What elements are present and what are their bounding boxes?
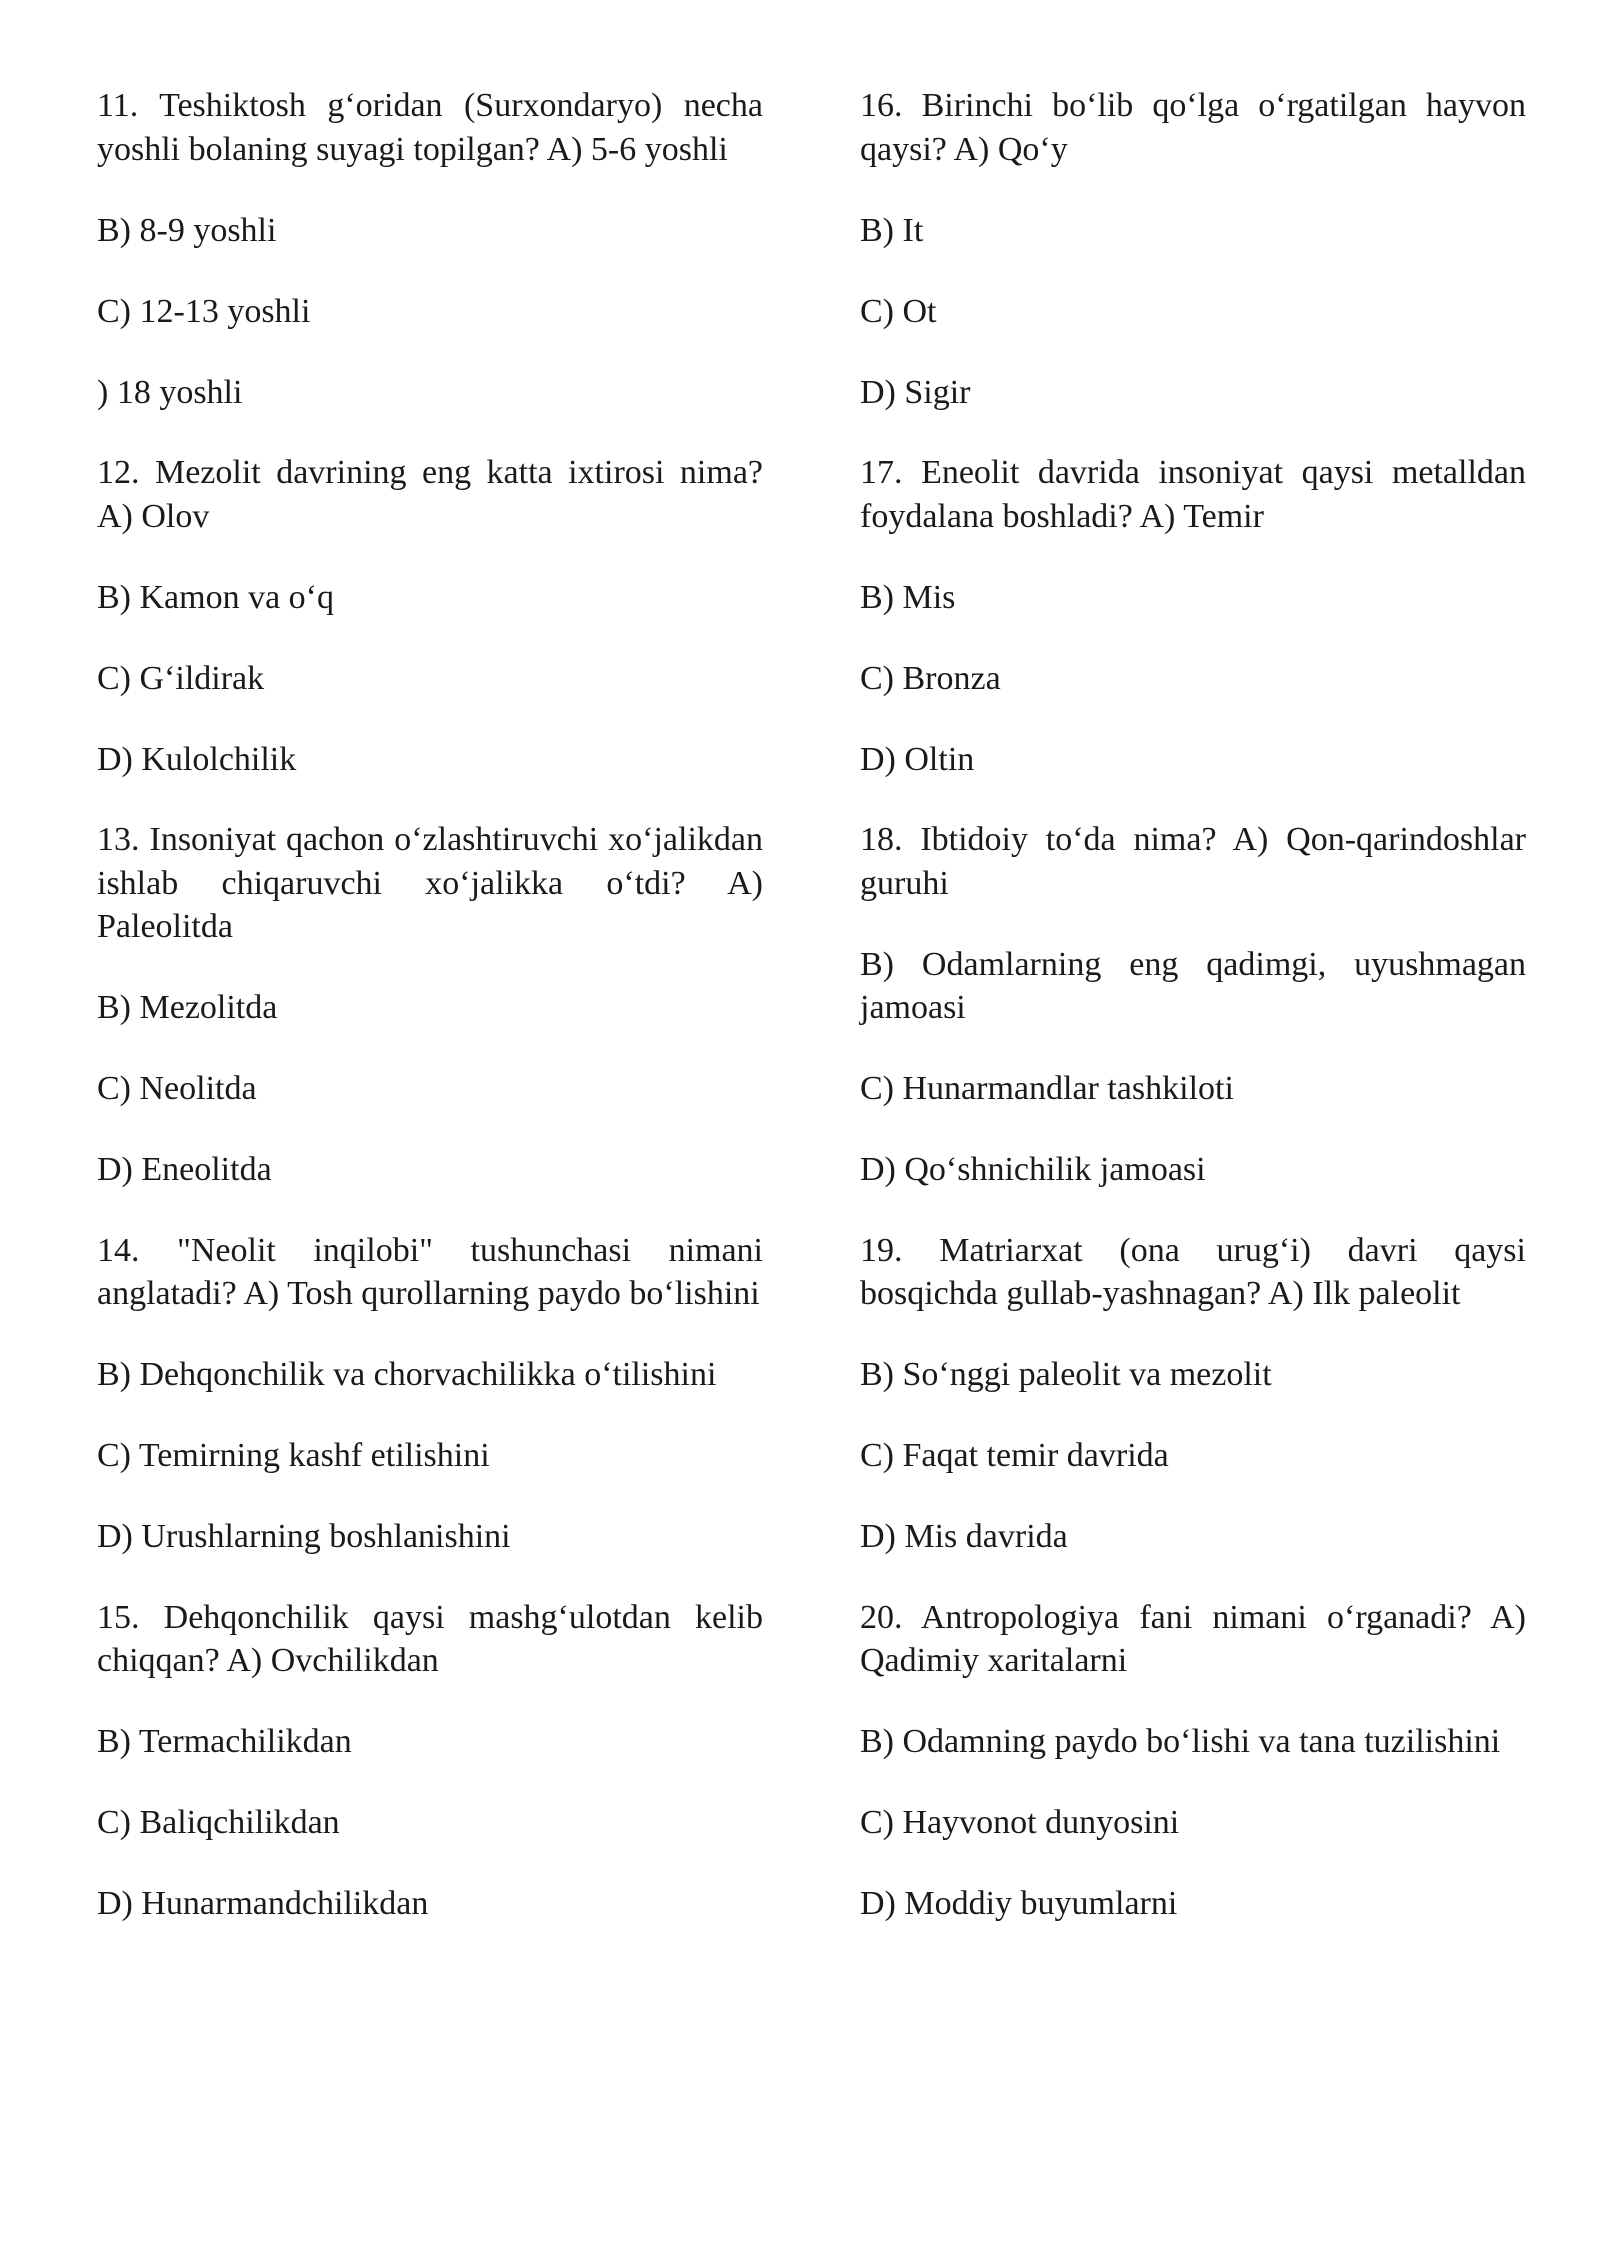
answer-option: D) Moddiy buyumlarni (860, 1885, 1178, 1922)
answer-option: D) Mis davrida (860, 1518, 1068, 1555)
answer-option: C) Ot (860, 292, 937, 330)
answer-option: D) Eneolitda (97, 1151, 272, 1188)
question-stem: 20. Antropologiya fani nimani o‘rganadi? A) Qadimiy xaritalarni (860, 1598, 1526, 1679)
question-stem: 19. Matriarxat (ona urug‘i) davri qaysi bosqichda gullab-yashnagan? A) Ilk paleolit (860, 1231, 1526, 1312)
answer-option: C) Hayvonot dunyosini (860, 1804, 1180, 1841)
answer-option: B) It (860, 211, 924, 249)
answer-option: B) Odamning paydo bo‘lishi va tana tuzilishini (860, 1723, 1501, 1760)
question-stem: 12. Mezolit davrining eng katta ixtirosi nima? A) Olov (97, 454, 763, 535)
question-stem: 16. Birinchi bo‘lib qo‘lga o‘rgatilgan hayvon qaysi? A) Qo‘y (860, 87, 1526, 168)
question-stem: 18. Ibtidoiy to‘da nima? A) Qon-qarindoshlar guruhi (860, 821, 1526, 902)
answer-option: B) Termachilikdan (97, 1723, 352, 1760)
answer-option: B) Dehqonchilik va chorvachilikka o‘tilishini (97, 1356, 717, 1393)
question-19 (860, 1229, 1526, 1559)
answer-option: C) Bronza (860, 659, 1001, 697)
answer-option: C) Temirning kashf etilishini (97, 1437, 490, 1474)
question-stem: 14. "Neolit inqilobi" tushunchasi nimani anglatadi? A) Tosh qurollarning paydo bo‘lishini (97, 1231, 763, 1312)
answer-option: C) Faqat temir davrida (860, 1437, 1169, 1474)
question-11 (97, 84, 763, 414)
answer-option: D) Urushlarning boshlanishini (97, 1518, 511, 1555)
question-stem: 11. Teshiktosh g‘oridan (Surxondaryo) necha yoshli bolaning suyagi topilgan? A) 5-6 yoshli (97, 87, 763, 168)
question-12 (97, 451, 763, 781)
right-column (860, 84, 1526, 1963)
answer-option: B) 8-9 yoshli (97, 211, 277, 249)
question-stem: 15. Dehqonchilik qaysi mashg‘ulotdan kelib chiqqan? A) Ovchilikdan (97, 1598, 763, 1679)
answer-option: D) Qo‘shnichilik jamoasi (860, 1151, 1206, 1188)
answer-option: C) 12-13 yoshli (97, 292, 311, 330)
answer-option: C) Hunarmandlar tashkiloti (860, 1070, 1234, 1107)
answer-option: C) Baliqchilikdan (97, 1804, 340, 1841)
question-stem: 17. Eneolit davrida insoniyat qaysi metalldan foydalana boshladi? A) Temir (860, 454, 1526, 535)
answer-option: D) Hunarmandchilikdan (97, 1885, 429, 1922)
answer-option: C) G‘ildirak (97, 659, 265, 697)
answer-option: B) So‘nggi paleolit va mezolit (860, 1356, 1272, 1393)
answer-option: B) Mezolitda (97, 989, 278, 1026)
question-15 (97, 1596, 763, 1926)
question-17 (860, 451, 1526, 781)
answer-option: B) Kamon va o‘q (97, 578, 335, 616)
question-20 (860, 1596, 1526, 1926)
question-stem: 13. Insoniyat qachon o‘zlashtiruvchi xo‘jalikdan ishlab chiqaruvchi xo‘jalikka o‘tdi? A) Paleolitda (97, 821, 763, 945)
answer-option: ) 18 yoshli (97, 373, 243, 411)
answer-option: B) Mis (860, 578, 956, 616)
answer-option: D) Oltin (860, 740, 975, 778)
question-18 (860, 818, 1526, 1192)
answer-option: D) Kulolchilik (97, 740, 297, 778)
answer-option: D) Sigir (860, 373, 971, 411)
question-16 (860, 84, 1526, 414)
question-14 (97, 1229, 763, 1559)
left-column (97, 84, 763, 1963)
question-13 (97, 818, 763, 1192)
answer-option: C) Neolitda (97, 1070, 257, 1107)
answer-option: B) Odamlarning eng qadimgi, uyushmagan jamoasi (860, 945, 1526, 1026)
